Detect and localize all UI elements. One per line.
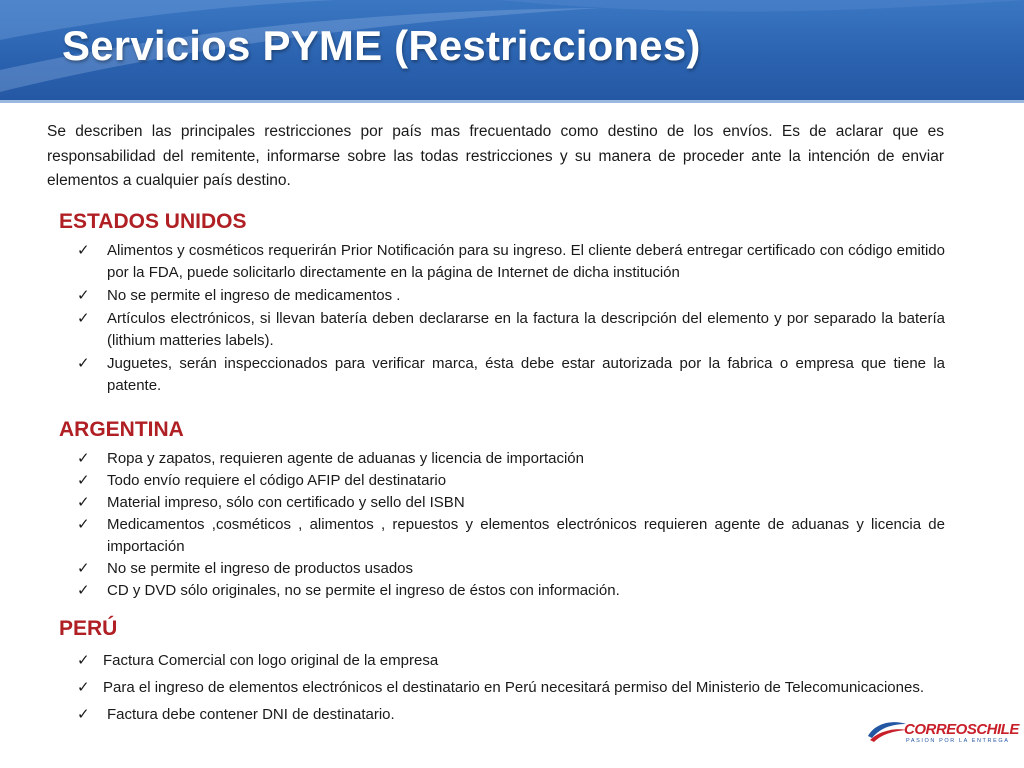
correoschile-logo bbox=[866, 718, 1019, 748]
list-item: ✓ Factura debe contener DNI de destinatario. bbox=[103, 704, 945, 726]
checkmark-icon: ✓ bbox=[77, 287, 90, 304]
checkmark-icon: ✓ bbox=[77, 450, 90, 467]
section-title: ARGENTINA bbox=[59, 418, 184, 441]
checkmark-icon: ✓ bbox=[77, 310, 90, 327]
list-item: ✓ Para el ingreso de elementos electrónicos el destinatario en Perú necesitará permiso del Ministerio de Telecomunicaciones. bbox=[103, 677, 945, 699]
logo-swoosh-icon bbox=[866, 718, 906, 748]
section-title: ESTADOS UNIDOS bbox=[59, 210, 247, 233]
section-title: PERÚ bbox=[59, 617, 118, 640]
list-item: ✓ Todo envío requiere el código AFIP del destinatario bbox=[107, 470, 945, 492]
list-item: ✓ CD y DVD sólo originales, no se permite el ingreso de éstos con información. bbox=[107, 580, 945, 602]
checkmark-icon: ✓ bbox=[77, 679, 90, 696]
page-title: Servicios PYME (Restricciones) bbox=[62, 22, 701, 69]
list-item: ✓ Artículos electrónicos, si llevan batería deben declararse en la factura la descripción del elemento y por separado la batería (lithium matteries labels). bbox=[77, 310, 945, 349]
list-item: ✓ No se permite el ingreso de medicamentos . bbox=[107, 285, 945, 307]
restriction-list bbox=[77, 647, 945, 726]
restriction-list bbox=[77, 448, 945, 602]
restriction-list bbox=[77, 240, 945, 397]
checkmark-icon: ✓ bbox=[77, 355, 90, 372]
header-banner bbox=[0, 0, 1024, 103]
checkmark-icon: ✓ bbox=[77, 472, 90, 489]
list-item: ✓ Ropa y zapatos, requieren agente de aduanas y licencia de importación bbox=[107, 448, 945, 470]
checkmark-icon: ✓ bbox=[77, 516, 90, 533]
checkmark-icon: ✓ bbox=[77, 242, 90, 259]
header-divider bbox=[0, 100, 1024, 103]
logo-wordmark: CORREOSCHILE bbox=[904, 721, 1019, 738]
checkmark-icon: ✓ bbox=[77, 560, 90, 577]
logo-tagline: PASION POR LA ENTREGA bbox=[906, 738, 1010, 744]
checkmark-icon: ✓ bbox=[77, 494, 90, 511]
checkmark-icon: ✓ bbox=[77, 582, 90, 599]
checkmark-icon: ✓ bbox=[77, 706, 90, 723]
list-item: ✓ Alimentos y cosméticos requerirán Prior Notificación para su ingreso. El cliente deberá entregar certificado con código emitido por la FDA, puede solicitarlo directamente en la página de Internet de dicha institución bbox=[77, 242, 945, 281]
checkmark-icon: ✓ bbox=[77, 652, 90, 669]
list-item: ✓ Factura Comercial con logo original de la empresa bbox=[103, 650, 945, 672]
intro-paragraph: Se describen las principales restricciones por país mas frecuentado como destino de los envíos. Es de aclarar que es responsabilidad del remitente, informarse sobre las todas restricciones y su manera de proceder ante la intención de enviar elementos a cualquier país destino. bbox=[47, 123, 944, 189]
list-item: ✓ Material impreso, sólo con certificado y sello del ISBN bbox=[107, 492, 945, 514]
list-item: ✓ Juguetes, serán inspeccionados para verificar marca, ésta debe estar autorizada por la fabrica o empresa que tiene la patente. bbox=[77, 355, 945, 394]
list-item: ✓ No se permite el ingreso de productos usados bbox=[107, 558, 945, 580]
list-item: ✓ Medicamentos ,cosméticos , alimentos , repuestos y elementos electrónicos requieren agente de aduanas y licencia de importación bbox=[77, 516, 945, 555]
